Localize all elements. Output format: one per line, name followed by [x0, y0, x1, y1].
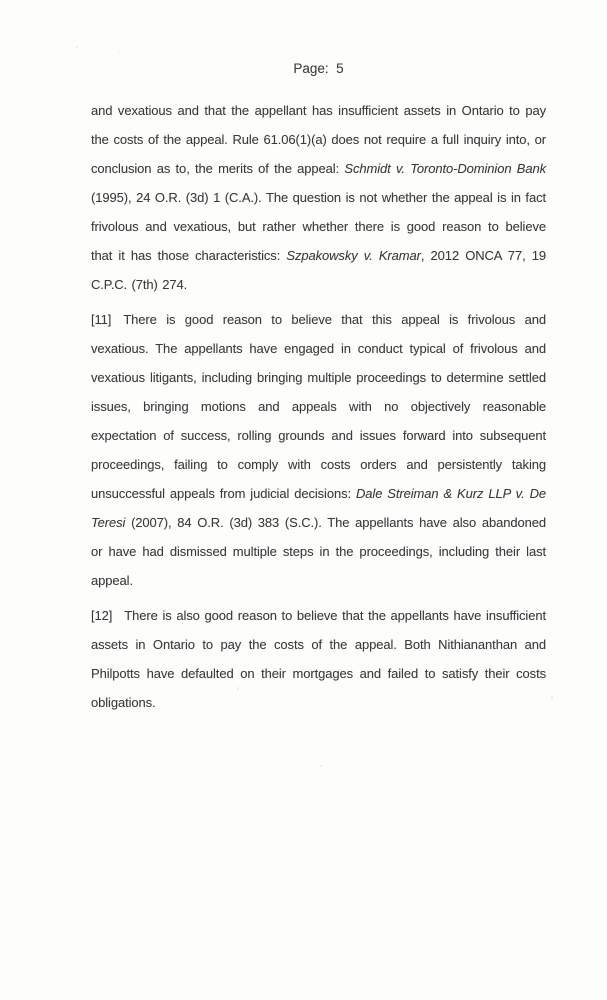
scan-speck	[118, 52, 120, 53]
scan-speck	[551, 696, 553, 700]
page-number-header: Page: 5	[293, 61, 344, 76]
scan-speck	[237, 687, 239, 690]
paragraph	[91, 96, 546, 299]
paragraph	[91, 601, 546, 717]
scan-speck	[369, 255, 371, 257]
scan-speck	[320, 765, 322, 767]
paragraph	[91, 305, 546, 595]
text-run: (2007), 84 O.R. (3d) 383 (S.C.). The appellants have also abandoned or have had dismissed multiple steps in the proceedings, including their last appeal.	[91, 515, 546, 588]
text-run: (1995), 24 O.R. (3d) 1 (C.A.). The question is not whether the appeal is in fact frivolous and vexatious, but rather whether there is good reason to believe that it has those characteristics:	[91, 190, 546, 263]
scan-speck	[76, 46, 78, 48]
text-run: There is also good reason to believe that the appellants have insufficient assets in Ontario to pay the costs of the appeal. Both Nithiananthan and Philpotts have defaulted on their mortgages and failed to satisfy their costs obligations.	[91, 608, 546, 710]
case-citation: Schmidt v. Toronto-Dominion Bank	[344, 161, 546, 176]
document-body	[91, 96, 546, 723]
text-run: and vexatious and that the appellant has insufficient assets in Ontario to pay the costs of the appeal. Rule 61.06(1)(a) does not require a full inquiry into, or conclusion as to, the merits of the appeal:	[91, 103, 546, 176]
case-citation: Szpakowsky v. Kramar	[286, 248, 421, 263]
paragraph-number: [12]	[91, 608, 113, 623]
text-run: , 2012 ONCA 77, 19 C.P.C. (7th) 274.	[91, 248, 546, 292]
case-citation: Dale Streiman & Kurz LLP v. De Teresi	[91, 486, 546, 530]
paragraph-number: [11]	[91, 312, 112, 327]
text-run: There is good reason to believe that this appeal is frivolous and vexatious. The appellants have engaged in conduct typical of frivolous and vexatious litigants, including bringing multiple proceedings to determine settled issues, bringing motions and appeals with no objectively reasonable expectation of success, rolling grounds and issues forward into subsequent proceedings, failing to comply with costs orders and persistently taking unsuccessful appeals from judicial decisions:	[91, 312, 546, 501]
